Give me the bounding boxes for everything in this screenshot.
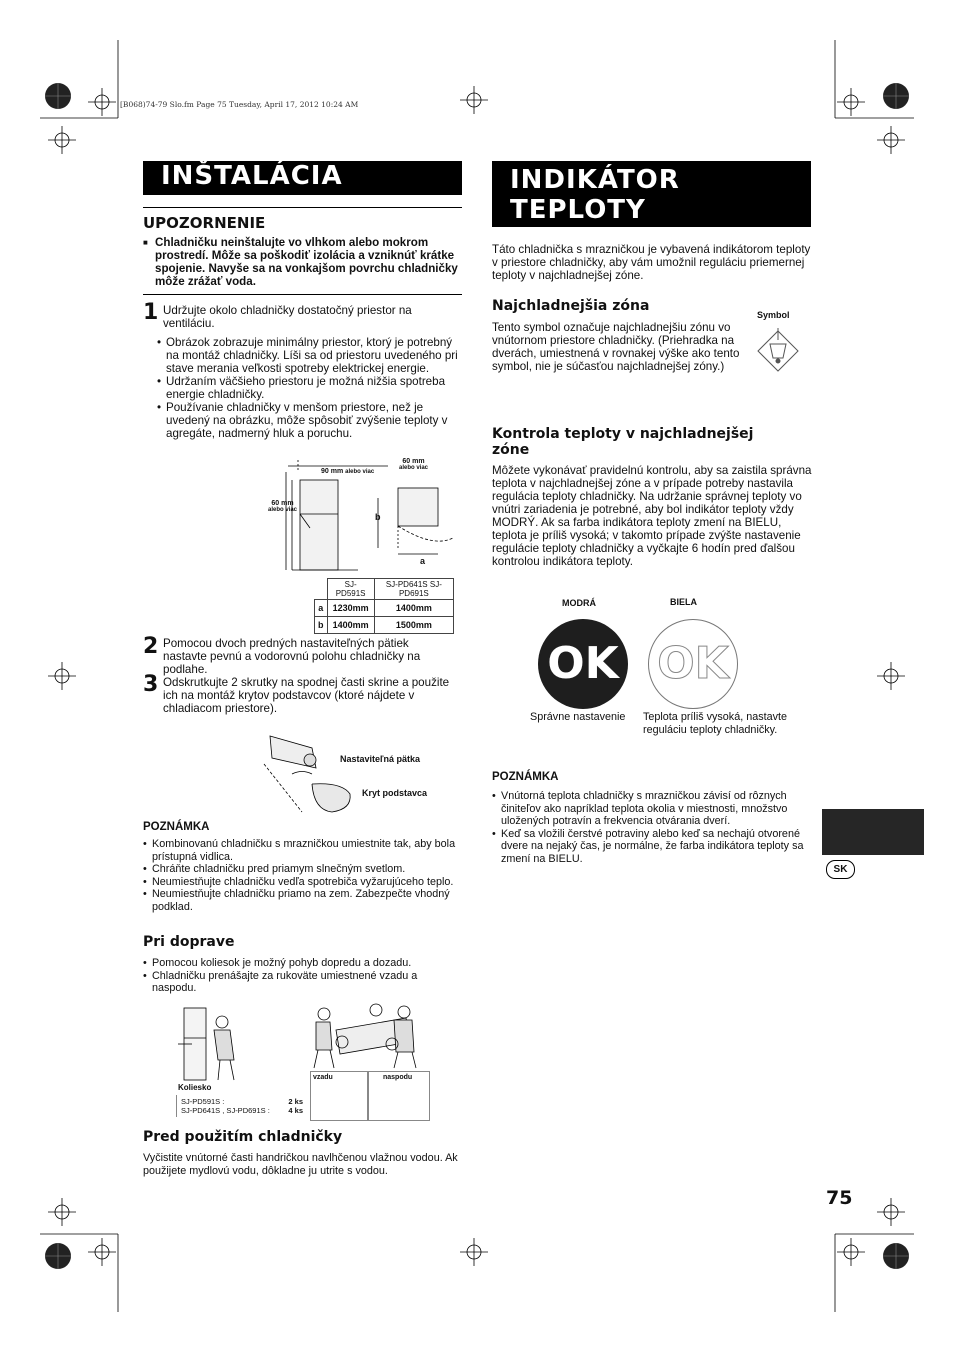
dimensions-table — [314, 578, 454, 634]
coldest-zone-heading: Najchladnejšia zóna — [492, 298, 650, 314]
step-number: 2 — [143, 634, 159, 659]
carrying-illustration — [306, 1002, 428, 1070]
notes-list — [492, 790, 812, 866]
coldest-zone-text: Tento symbol označuje najchladnejšiu zónu vo vnútornom priestore chladničky. (Priehradka na dverách, umiestnená v rovnakej výške ako tento symbol, nie je súčasťou najchladnejšej zóny.) — [492, 321, 740, 373]
list-item: • Pomocou koliesok je možný pohyb dopredu a dozadu. — [143, 957, 461, 970]
base-cover-label: Kryt podstavca — [362, 788, 428, 798]
step-number: 1 — [143, 300, 159, 325]
installation-title: INŠTALÁCIA — [143, 161, 462, 195]
note-heading: POZNÁMKA — [492, 771, 559, 783]
before-use-heading: Pred použitím chladničky — [143, 1129, 343, 1145]
table-row: a 1230mm 1400mm — [315, 600, 454, 617]
temperature-control-text: Môžete vykonávať pravidelnú kontrolu, aby sa zaistila správna teplota v najchladnejšej zóne a v prípade potreby nastavila regulácia teploty chladničky. Na udržanie správnej teploty vo vnútri zariadenia je potrebné, aby bol indikátor teploty vždy MODRÝ. Ak sa farba indikátora teploty zmení na BIELU, teplota je príliš vysoká; v takomto prípade zvýšte nastavenie regulácie teploty chladničky a vyčkajte 6 hodín pred ďalšou kontrolou indikátora teploty. — [492, 464, 812, 568]
white-label: BIELA — [670, 597, 697, 607]
list-item: • Používanie chladničky v menšom priestore, než je uvedený na obrázku, môže spôsobiť zvýšenie teploty v agregáte, nadmerný hluk a poruchu. — [157, 401, 462, 440]
wheel-illustration — [176, 1004, 246, 1084]
list-item: SJ-PD641S , SJ-PD691S : 4 ks — [181, 1106, 303, 1115]
side-tab — [822, 809, 924, 855]
caution-text: Chladničku neinštalujte vo vlhkom alebo mokrom prostredí. Môže sa poškodiť izolácia a vzniknúť krátke spojenie. Navyše sa na vonkajšom povrchu chladničky môže zrážať voda. — [155, 236, 458, 288]
step1-bullets — [157, 336, 462, 440]
transport-heading: Pri doprave — [143, 934, 235, 950]
coldest-zone-symbol-icon — [755, 328, 801, 374]
indicator-blue-ok: OK — [538, 619, 628, 709]
blue-label: MODRÁ — [562, 598, 596, 608]
temperature-control-heading: Kontrola teploty v najchladnejšej zóne — [492, 426, 754, 458]
file-info: [B068)74-79 Slo.fm Page 75 Tuesday, April 17, 2012 10:24 AM — [120, 100, 359, 109]
foot-diagram — [262, 724, 362, 820]
list-item: • Chráňte chladničku pred priamym slnečným svetlom. — [143, 863, 461, 876]
note-heading: POZNÁMKA — [143, 821, 210, 833]
qty-list — [181, 1097, 303, 1115]
transport-list — [143, 957, 461, 995]
indicator-white-ok: OK — [648, 619, 738, 709]
table-header: SJ-PD641S SJ-PD691S — [374, 579, 453, 600]
caution-heading: UPOZORNENIE — [143, 214, 266, 232]
list-item: • Neumiestňujte chladničku priamo na zem. Zabezpečte vhodný podklad. — [143, 888, 461, 913]
list-item: • Chladničku prenášajte za rukoväte umiestnené vzadu a naspodu. — [143, 970, 461, 995]
step2-text: Pomocou dvoch predných nastaviteľných pätiek nastavte pevnú a vodorovnú polohu chladničky na podlahe. — [163, 637, 421, 676]
too-high-caption: Teplota príliš vysoká, nastavte reguláciu teploty chladničky. — [643, 711, 788, 736]
symbol-label: Symbol — [757, 310, 790, 320]
list-item: • Vnútorná teplota chladničky s mrazničkou závisí od rôznych činiteľov ako napríklad teplota okolia v miestnosti, množstvo uložených potravín a frekvencia otvárania dverí. — [492, 790, 812, 828]
rear-label: vzadu — [313, 1074, 333, 1081]
correct-caption: Správne nastavenie — [530, 711, 626, 723]
rule — [143, 294, 462, 295]
before-use-text: Vyčistite vnútorné časti handričkou navlhčenou vlažnou vodou. Ak použijete mydlovú vodu, dôkladne ju utrite s vodou. — [143, 1152, 458, 1177]
list-item: • Obrázok zobrazuje minimálny priestor, ktorý je potrebný na montáž chladničky. Líši sa od priestoru uvedeného pri stave merania veľkosti spotreby elektrickej energie. — [157, 336, 462, 375]
temperature-indicator-title: INDIKÁTOR TEPLOTY — [492, 161, 811, 227]
list-item: SJ-PD591S : 2 ks — [181, 1097, 303, 1106]
bottom-label: naspodu — [383, 1074, 413, 1081]
adjustable-foot-label: Nastaviteľná pätka — [340, 754, 421, 764]
wheel-label: Koliesko — [178, 1083, 212, 1092]
intro-text: Táto chladnička s mrazničkou je vybavená indikátorom teploty v priestore chladničky, aby vám umožnil reguláciu priemernej teploty v najchladnejšej zóne. — [492, 243, 811, 282]
step1-text: Udržujte okolo chladničky dostatočný priestor na ventiláciu. — [163, 304, 412, 330]
step3-text: Odskrutkujte 2 skrutky na spodnej časti skrine a použite ich na montáž krytov podstavcov (ktoré nájdete v chladiacom priestore). — [163, 676, 450, 715]
page-number: 75 — [826, 1187, 853, 1209]
list-item: • Keď sa vložili čerstvé potraviny alebo keď sa nechajú otvorené dvere na nejaký čas, je normálne, že farba indikátora teploty sa zmení na BIELU. — [492, 828, 812, 866]
language-badge: SK — [826, 860, 855, 879]
step-number: 3 — [143, 672, 159, 697]
table-header: SJ-PD591S — [327, 579, 374, 600]
top-right-gap-label: 60 mm alebo viac — [399, 458, 429, 471]
list-item: • Neumiestňujte chladničku vedľa spotrebiča vyžarujúceho teplo. — [143, 876, 461, 889]
list-item: • Kombinovanú chladničku s mrazničkou umiestnite tak, aby bola prístupná vidlica. — [143, 838, 461, 863]
side-gap-label: 60 mm alebo viac — [268, 500, 298, 513]
dim-a-label: a — [420, 556, 426, 566]
dim-b-label: b — [375, 512, 381, 522]
list-item: • Udržaním väčšieho priestoru je možná nižšia spotreba energie chladničky. — [157, 375, 462, 401]
top-gap-label: 90 mm alebo viac — [321, 468, 375, 475]
clearance-diagram — [258, 458, 458, 578]
caution-box: ■ Chladničku neinštalujte vo vlhkom alebo mokrom prostredí. Môže sa poškodiť izolácia a vzniknúť krátke spojenie. Navyše sa na vonkajšom povrchu chladničky môže zrážať voda. — [143, 236, 462, 288]
table-row: b 1400mm 1500mm — [315, 617, 454, 634]
rule — [143, 207, 462, 208]
notes-list — [143, 838, 461, 914]
